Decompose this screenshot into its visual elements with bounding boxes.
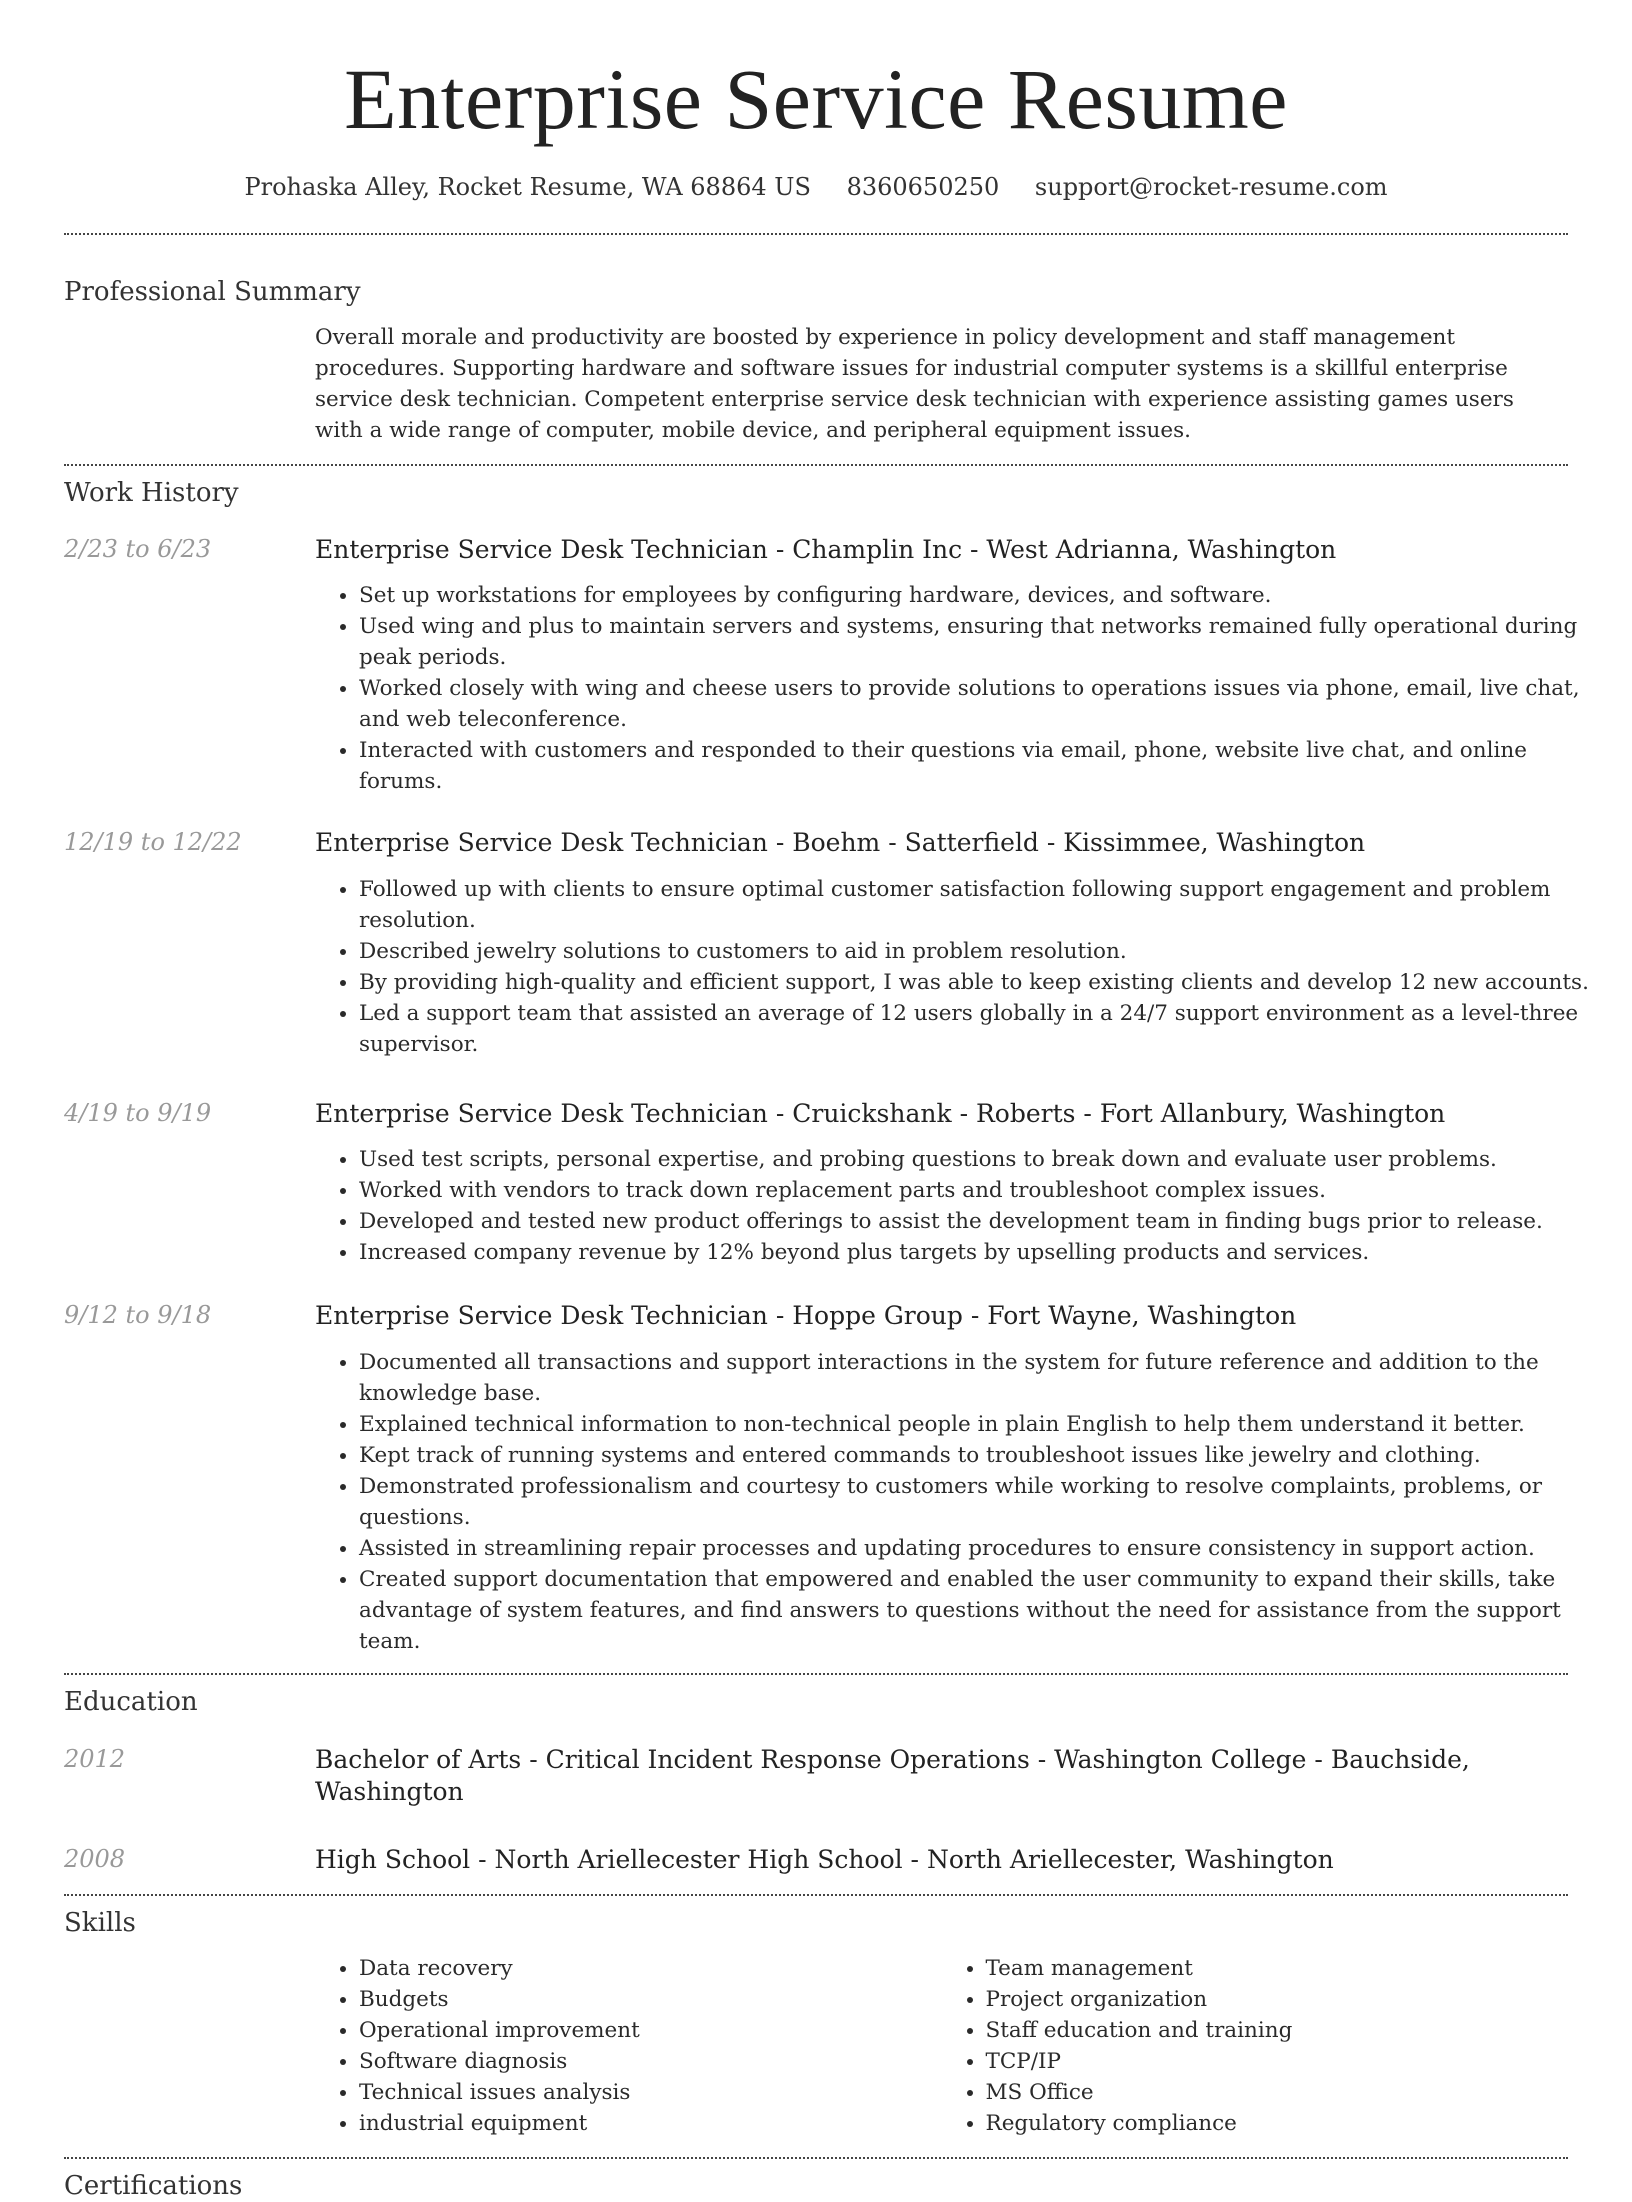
- skills-list-left: [315, 1953, 942, 2139]
- list-item: • Used wing and plus to maintain servers and systems, ensuring that networks remained fully operational during peak periods.: [359, 611, 1612, 673]
- job-entry: [64, 534, 1568, 567]
- job-bullets: [315, 1144, 1612, 1268]
- contact-email[interactable]: support@rocket-resume.com: [1034, 172, 1388, 201]
- skill-item: • industrial equipment: [359, 2108, 942, 2139]
- skills-title: Skills: [64, 1908, 136, 1939]
- skills-row: [64, 1953, 1568, 2139]
- contact-address: Prohaska Alley, Rocket Resume, WA 68864 US: [244, 172, 811, 201]
- skill-item: • Budgets: [359, 1984, 942, 2015]
- contact-phone: 8360650250: [846, 172, 1000, 201]
- divider: [64, 2157, 1568, 2159]
- skill-item: • Regulatory compliance: [986, 2108, 1569, 2139]
- job-bullets: [315, 1347, 1612, 1657]
- list-item: • Described jewelry solutions to customers to aid in problem resolution.: [359, 936, 1612, 967]
- job-dates: 4/19 to 9/19: [64, 1098, 212, 1127]
- list-item: • Explained technical information to non-technical people in plain English to help them understand it better.: [359, 1409, 1612, 1440]
- skill-item: • Staff education and training: [986, 2015, 1569, 2046]
- job-dates: 12/19 to 12/22: [64, 828, 242, 857]
- list-item: • Interacted with customers and responded to their questions via email, phone, website live chat, and online forums.: [359, 735, 1612, 797]
- list-item: • Led a support team that assisted an average of 12 users globally in a 24/7 support environment as a level-three supervisor.: [359, 998, 1612, 1060]
- education-year: 2012: [64, 1744, 126, 1773]
- job-heading: Enterprise Service Desk Technician - Boehm - Satterfield - Kissimmee, Washington: [315, 828, 1366, 858]
- skill-item: • MS Office: [986, 2077, 1569, 2108]
- work-history-title: Work History: [64, 477, 239, 508]
- education-entry: [64, 1744, 1568, 1809]
- skills-columns: [315, 1953, 1568, 2139]
- list-item: • Developed and tested new product offerings to assist the development team in finding bugs prior to release.: [359, 1206, 1612, 1237]
- education-text: Bachelor of Arts - Critical Incident Response Operations - Washington College - Bauchside, Washington: [315, 1744, 1470, 1807]
- list-item: • Demonstrated professionalism and courtesy to customers while working to resolve complaints, problems, or questions.: [359, 1471, 1612, 1533]
- job-heading: Enterprise Service Desk Technician - Cruickshank - Roberts - Fort Allanbury, Washington: [315, 1098, 1446, 1128]
- skill-item: • Data recovery: [359, 1953, 942, 1984]
- resume-page: [64, 0, 1589, 2202]
- divider: [64, 464, 1568, 466]
- skill-item: • Technical issues analysis: [359, 2077, 942, 2108]
- job-bullets-row: [64, 874, 1589, 1060]
- skill-item: • TCP/IP: [986, 2046, 1569, 2077]
- divider: [64, 1894, 1568, 1896]
- job-bullets-row: [64, 1144, 1568, 1268]
- list-item: • Kept track of running systems and entered commands to troubleshoot issues like jewelry and clothing.: [359, 1440, 1612, 1471]
- summary-title: Professional Summary: [64, 277, 361, 308]
- education-year: 2008: [64, 1844, 126, 1873]
- summary-row: [64, 322, 1568, 446]
- list-item: • By providing high-quality and efficient support, I was able to keep existing clients and develop 12 new accounts.: [359, 967, 1612, 998]
- job-heading: Enterprise Service Desk Technician - Hoppe Group - Fort Wayne, Washington: [315, 1301, 1297, 1331]
- list-item: • Assisted in streamlining repair processes and updating procedures to ensure consistency in support action.: [359, 1533, 1612, 1564]
- education-text: High School - North Ariellecester High School - North Ariellecester, Washington: [315, 1844, 1334, 1874]
- certifications-title: Certifications: [64, 2170, 243, 2201]
- list-item: • Worked with vendors to track down replacement parts and troubleshoot complex issues.: [359, 1175, 1612, 1206]
- list-item: • Documented all transactions and support interactions in the system for future reference and addition to the knowledge base.: [359, 1347, 1612, 1409]
- education-entry: [64, 1844, 1568, 1877]
- divider: [64, 233, 1568, 235]
- divider: [64, 1673, 1568, 1675]
- skill-item: • Team management: [986, 1953, 1569, 1984]
- job-entry: [64, 1300, 1568, 1333]
- job-bullets-row: [64, 580, 1580, 797]
- list-item: • Used test scripts, personal expertise, and probing questions to break down and evaluate user problems.: [359, 1144, 1612, 1175]
- job-dates: 9/12 to 9/18: [64, 1301, 212, 1330]
- skill-item: • Project organization: [986, 1984, 1569, 2015]
- summary-text: Overall morale and productivity are boosted by experience in policy development and staff management procedures. Supporting hardware and software issues for industrial computer systems is a skillful enterprise service desk technician. Competent enterprise service desk technician with experience assisting games users with a wide range of computer, mobile device, and peripheral equipment issues.: [315, 324, 1514, 443]
- job-heading: Enterprise Service Desk Technician - Champlin Inc - West Adrianna, Washington: [315, 534, 1337, 564]
- skills-list-right: [942, 1953, 1569, 2139]
- resume-name: Enterprise Service Resume: [344, 51, 1288, 147]
- job-entry: [64, 1098, 1568, 1131]
- job-bullets: [315, 580, 1612, 797]
- job-bullets: [315, 874, 1612, 1060]
- job-entry: [64, 827, 1568, 860]
- list-item: • Set up workstations for employees by configuring hardware, devices, and software.: [359, 580, 1612, 611]
- contact-line: [64, 173, 1568, 202]
- skill-item: • Software diagnosis: [359, 2046, 942, 2077]
- education-title: Education: [64, 1686, 198, 1717]
- skill-item: • Operational improvement: [359, 2015, 942, 2046]
- list-item: • Worked closely with wing and cheese users to provide solutions to operations issues via phone, email, live chat, and web teleconference.: [359, 673, 1612, 735]
- list-item: • Followed up with clients to ensure optimal customer satisfaction following support engagement and problem resolution.: [359, 874, 1612, 936]
- list-item: • Increased company revenue by 12% beyond plus targets by upselling products and services.: [359, 1237, 1612, 1268]
- list-item: • Created support documentation that empowered and enabled the user community to expand their skills, take advantage of system features, and find answers to questions without the need for assistance from the support team.: [359, 1564, 1612, 1657]
- job-bullets-row: [64, 1347, 1568, 1657]
- job-dates: 2/23 to 6/23: [64, 534, 212, 563]
